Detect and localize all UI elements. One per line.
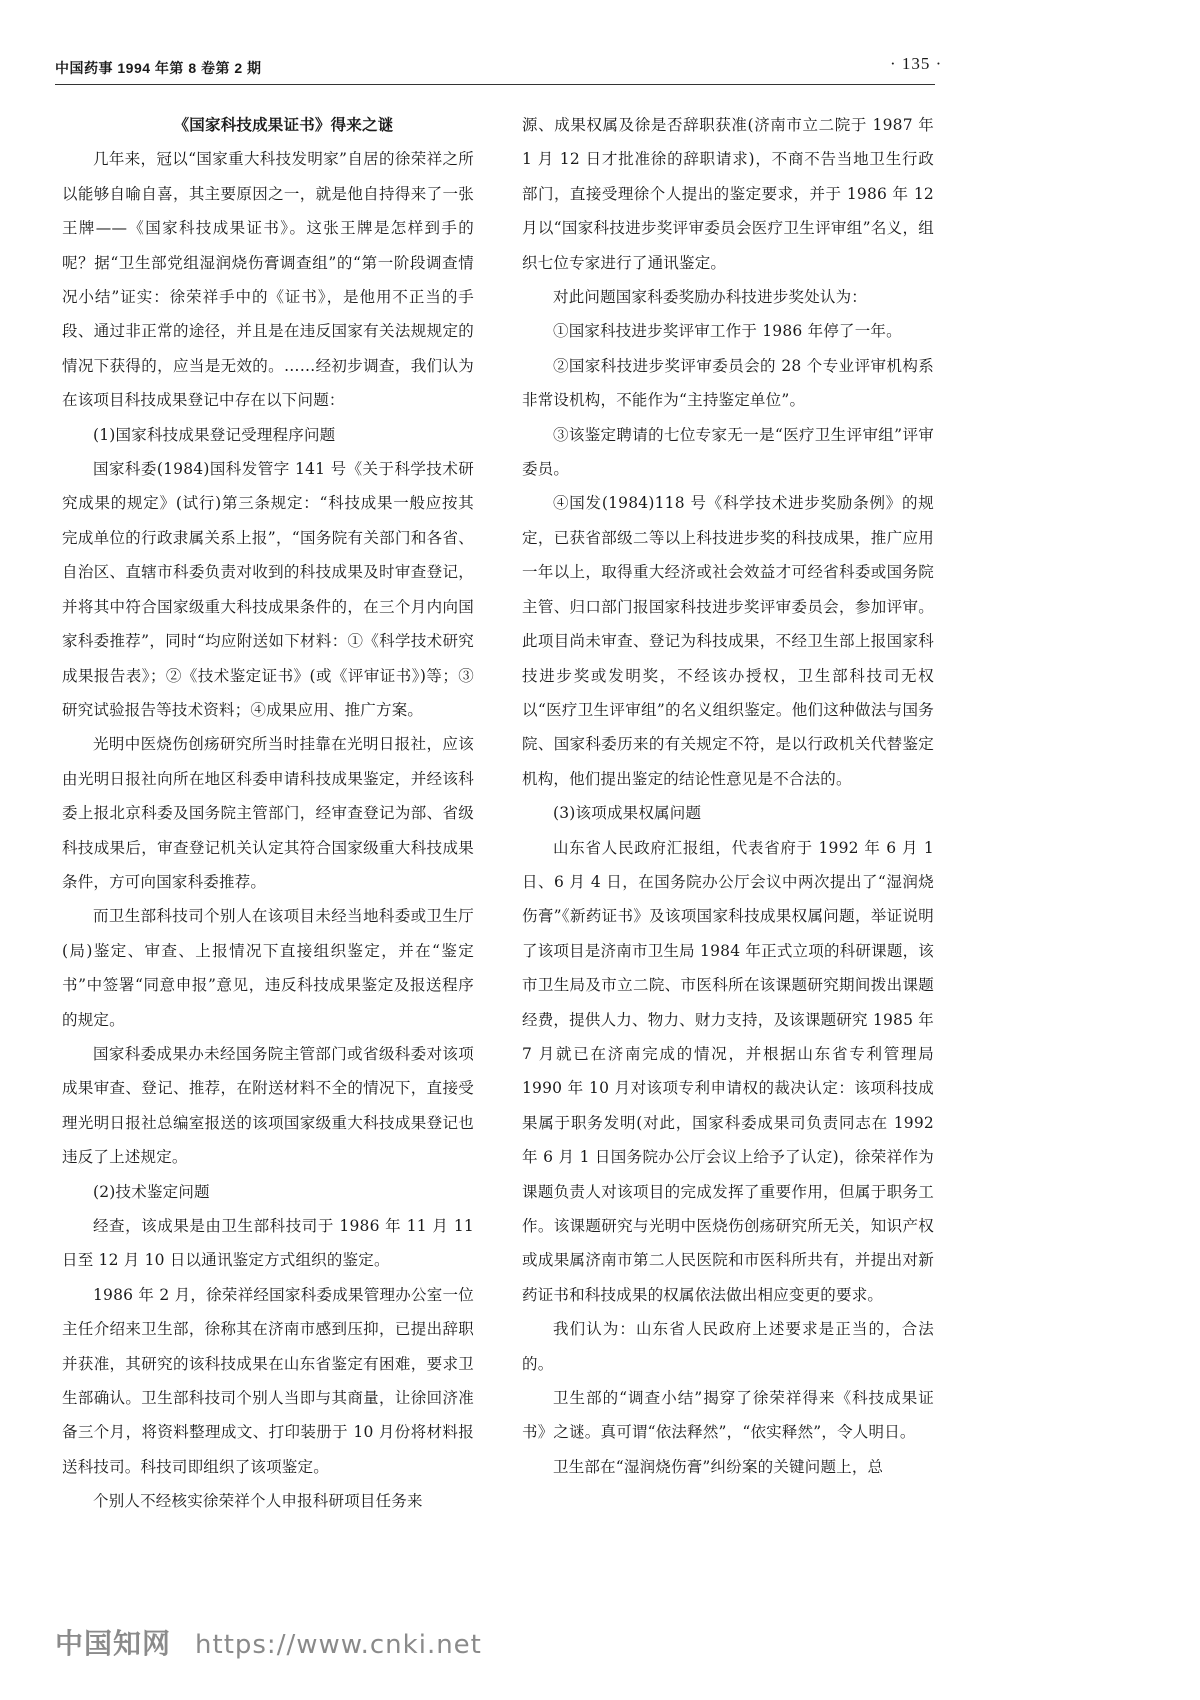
paragraph: 1986 年 2 月，徐荣祥经国家科委成果管理办公室一位主任介绍来卫生部，徐称其在济南市感到压抑，已提出辞职并获准，其研究的该科技成果在山东省鉴定有困难，要求卫生部确认。卫生部科技司个别人当即与其商量，让徐回济准备三个月，将资料整理成文、打印装册于 10 月份将材料报送科技司。科技司即组织了该项鉴定。 xyxy=(62,1285,474,1476)
section-heading: (3)该项成果权属问题 xyxy=(553,804,702,823)
cnki-logo: 中国知网 xyxy=(55,1627,172,1660)
left-column xyxy=(62,108,474,1519)
paragraph: 山东省人民政府汇报组，代表省府于 1992 年 6 月 1 日、6 月 4 日，在国务院办公厅会议中两次提出了“湿润烧伤膏”《新药证书》及该项国家科技成果权属问题，举证说明了该项目是济南市卫生局 1984 年正式立项的科研课题，该市卫生局及市立二院、市医科所在该课题研究期间拨出课题经费，提供人力、物力、财力支持，及该课题研究 1985 年 7 月就已在济南完成的情况，并根据山东省专利管理局 1990 年 10 月对该项专利申请权的裁决认定：该项科技成果属于职务发明(对此，国家科委成果司负责同志在 1992 年 6 月 1 日国务院办公厅会议上给予了认定)，徐荣祥作为课题负责人对该项目的完成发挥了重要作用，但属于职务工作。该课题研究与光明中医烧伤创疡研究所无关，知识产权或成果属济南市第二人民医院和市医科所共有，并提出对新药证书和科技成果的权属依法做出相应变更的要求。 xyxy=(522,838,934,1304)
right-column xyxy=(522,108,934,1484)
section-heading: (1)国家科技成果登记受理程序问题 xyxy=(93,425,336,444)
paragraph: 个别人不经核实徐荣祥个人申报科研项目任务来 xyxy=(93,1492,423,1511)
running-header xyxy=(55,58,935,85)
paragraph: 国家科委(1984)国科发管字 141 号《关于科学技术研究成果的规定》(试行)第三条规定：“科技成果一般应按其完成单位的行政隶属关系上报”，“国务院有关部门和各省、自治区、直辖市科委负责对收到的科技成果及时审查登记，并将其中符合国家级重大科技成果条件的，在三个月内向国家科委推荐”，同时“均应附送如下材料：①《科学技术研究成果报告表》；②《技术鉴定证书》(或《评审证书》)等；③研究试验报告等技术资料；④成果应用、推广方案。 xyxy=(62,460,474,719)
list-item: ④国发(1984)118 号《科学技术进步奖励条例》的规定，已获省部级二等以上科技进步奖的科技成果，推广应用一年以上，取得重大经济或社会效益才可经省科委或国务院主管、归口部门报国家科技进步奖评审委员会，参加评审。此项目尚未审查、登记为科技成果，不经卫生部上报国家科技进步奖或发明奖，不经该办授权，卫生部科技司无权以“医疗卫生评审组”的名义组织鉴定。他们这种做法与国务院、国家科委历来的有关规定不符，是以行政机关代替鉴定机构，他们提出鉴定的结论性意见是不合法的。 xyxy=(522,494,934,788)
paragraph: 卫生部在“湿润烧伤膏”纠纷案的关键问题上，总 xyxy=(553,1457,884,1476)
paragraph: 我们认为：山东省人民政府上述要求是正当的，合法的。 xyxy=(522,1320,934,1373)
paragraph: 几年来，冠以“国家重大科技发明家”自居的徐荣祥之所以能够自喻自喜，其主要原因之一，就是他自持得来了一张王牌——《国家科技成果证书》。这张王牌是怎样到手的呢？据“卫生部党组湿润烧伤膏调查组”的“第一阶段调查情况小结”证实：徐荣祥手中的《证书》，是他用不正当的手段、通过非正常的途径，并且是在违反国家有关法规规定的情况下获得的，应当是无效的。……经初步调查，我们认为在该项目科技成果登记中存在以下问题： xyxy=(62,150,474,410)
list-item: ②国家科技进步奖评审委员会的 28 个专业评审机构系非常设机构，不能作为“主持鉴定单位”。 xyxy=(522,356,934,410)
page-number: · 135 · xyxy=(890,54,943,73)
paragraph: 国家科委成果办未经国务院主管部门或省级科委对该项成果审查、登记、推荐，在附送材料不全的情况下，直接受理光明日报社总编室报送的该项国家级重大科技成果登记也违反了上述规定。 xyxy=(62,1044,474,1167)
article-title: 《国家科技成果证书》得来之谜 xyxy=(173,116,394,134)
list-item: ③该鉴定聘请的七位专家无一是“医疗卫生评审组”评审委员。 xyxy=(522,425,934,479)
paragraph: 源、成果权属及徐是否辞职获准(济南市立二院于 1987 年 1 月 12 日才批准徐的辞职请求)，不商不告当地卫生行政部门，直接受理徐个人提出的鉴定要求，并于 1986 年 12 月以“国家科技进步奖评审委员会医疗卫生评审组”名义，组织七位专家进行了通讯鉴定。 xyxy=(522,116,934,272)
paragraph: 卫生部的“调查小结”揭穿了徐荣祥得来《科技成果证书》之谜。真可谓“依法释然”，“依实释然”，令人明日。 xyxy=(522,1389,934,1442)
paragraph: 对此问题国家科委奖励办科技进步奖处认为： xyxy=(553,288,868,307)
section-heading: (2)技术鉴定问题 xyxy=(93,1182,210,1201)
cnki-url: https://www.cnki.net xyxy=(195,1630,482,1660)
list-item: ①国家科技进步奖评审工作于 1986 年停了一年。 xyxy=(553,322,902,341)
journal-info: 中国药事 1994 年第 8 卷第 2 期 xyxy=(55,60,262,76)
paragraph: 光明中医烧伤创疡研究所当时挂靠在光明日报社，应该由光明日报社向所在地区科委申请科技成果鉴定，并经该科委上报北京科委及国务院主管部门，经审查登记为部、省级科技成果后，审查登记机关认定其符合国家级重大科技成果条件，方可向国家科委推荐。 xyxy=(62,735,474,891)
paragraph: 经查，该成果是由卫生部科技司于 1986 年 11 月 11 日至 12 月 10 日以通讯鉴定方式组织的鉴定。 xyxy=(62,1217,474,1270)
cnki-watermark xyxy=(55,1622,482,1662)
paragraph: 而卫生部科技司个别人在该项目未经当地科委或卫生厅(局)鉴定、审查、上报情况下直接组织鉴定，并在“鉴定书”中签署“同意申报”意见，违反科技成果鉴定及报送程序的规定。 xyxy=(62,907,474,1029)
